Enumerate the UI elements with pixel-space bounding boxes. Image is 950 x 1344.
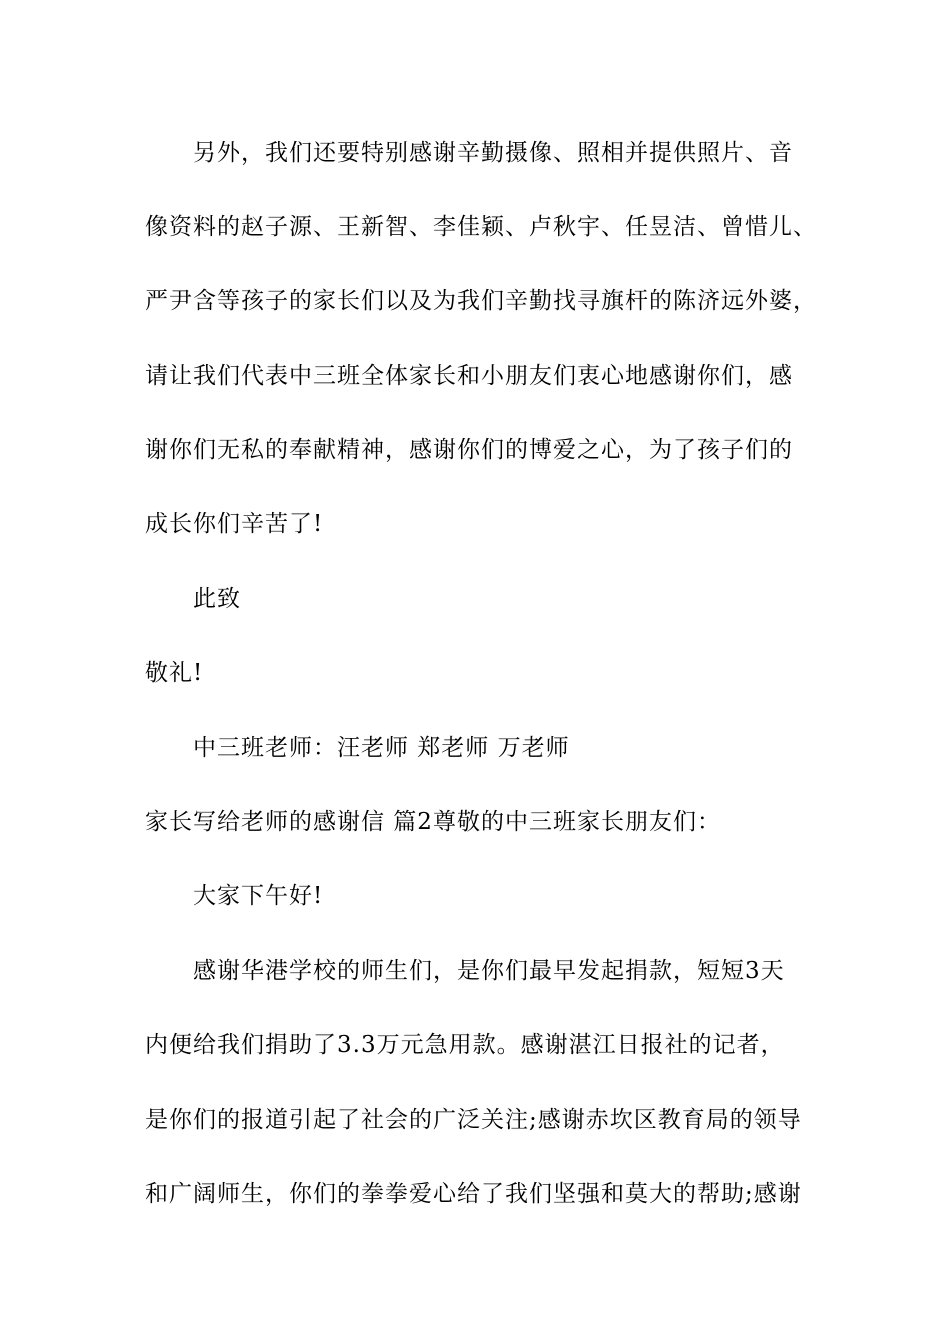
paragraph-line: 另外，我们还要特别感谢辛勤摄像、照相并提供照片、音: [193, 140, 793, 166]
greeting-line: 大家下午好!: [193, 883, 324, 909]
paragraph-line: 严尹含等孩子的家长们以及为我们辛勤找寻旗杆的陈济远外婆，: [145, 288, 817, 314]
paragraph-line: 内便给我们捐助了3.3万元急用款。感谢湛江日报社的记者，: [145, 1032, 785, 1058]
paragraph-line: 请让我们代表中三班全体家长和小朋友们衷心地感谢你们，感: [145, 363, 793, 389]
paragraph-line: 像资料的赵子源、王新智、李佳颖、卢秋宇、任昱洁、曾惜儿、: [145, 214, 817, 240]
closing-phrase: 此致: [193, 586, 241, 612]
paragraph-line: 成长你们辛苦了!: [145, 511, 324, 537]
paragraph-line: 是你们的报道引起了社会的广泛关注;感谢赤坎区教育局的领导: [145, 1107, 802, 1133]
paragraph-line: 和广阔师生，你们的拳拳爱心给了我们坚强和莫大的帮助;感谢: [145, 1181, 802, 1207]
paragraph-line: 感谢华港学校的师生们，是你们最早发起捐款，短短3天: [193, 958, 785, 984]
paragraph-line: 谢你们无私的奉献精神，感谢你们的博爱之心，为了孩子们的: [145, 437, 793, 463]
salutation: 敬礼!: [145, 660, 204, 686]
signature-line: 中三班老师：汪老师 郑老师 万老师: [193, 735, 570, 761]
section-heading: 家长写给老师的感谢信 篇2尊敬的中三班家长朋友们：: [145, 809, 721, 835]
